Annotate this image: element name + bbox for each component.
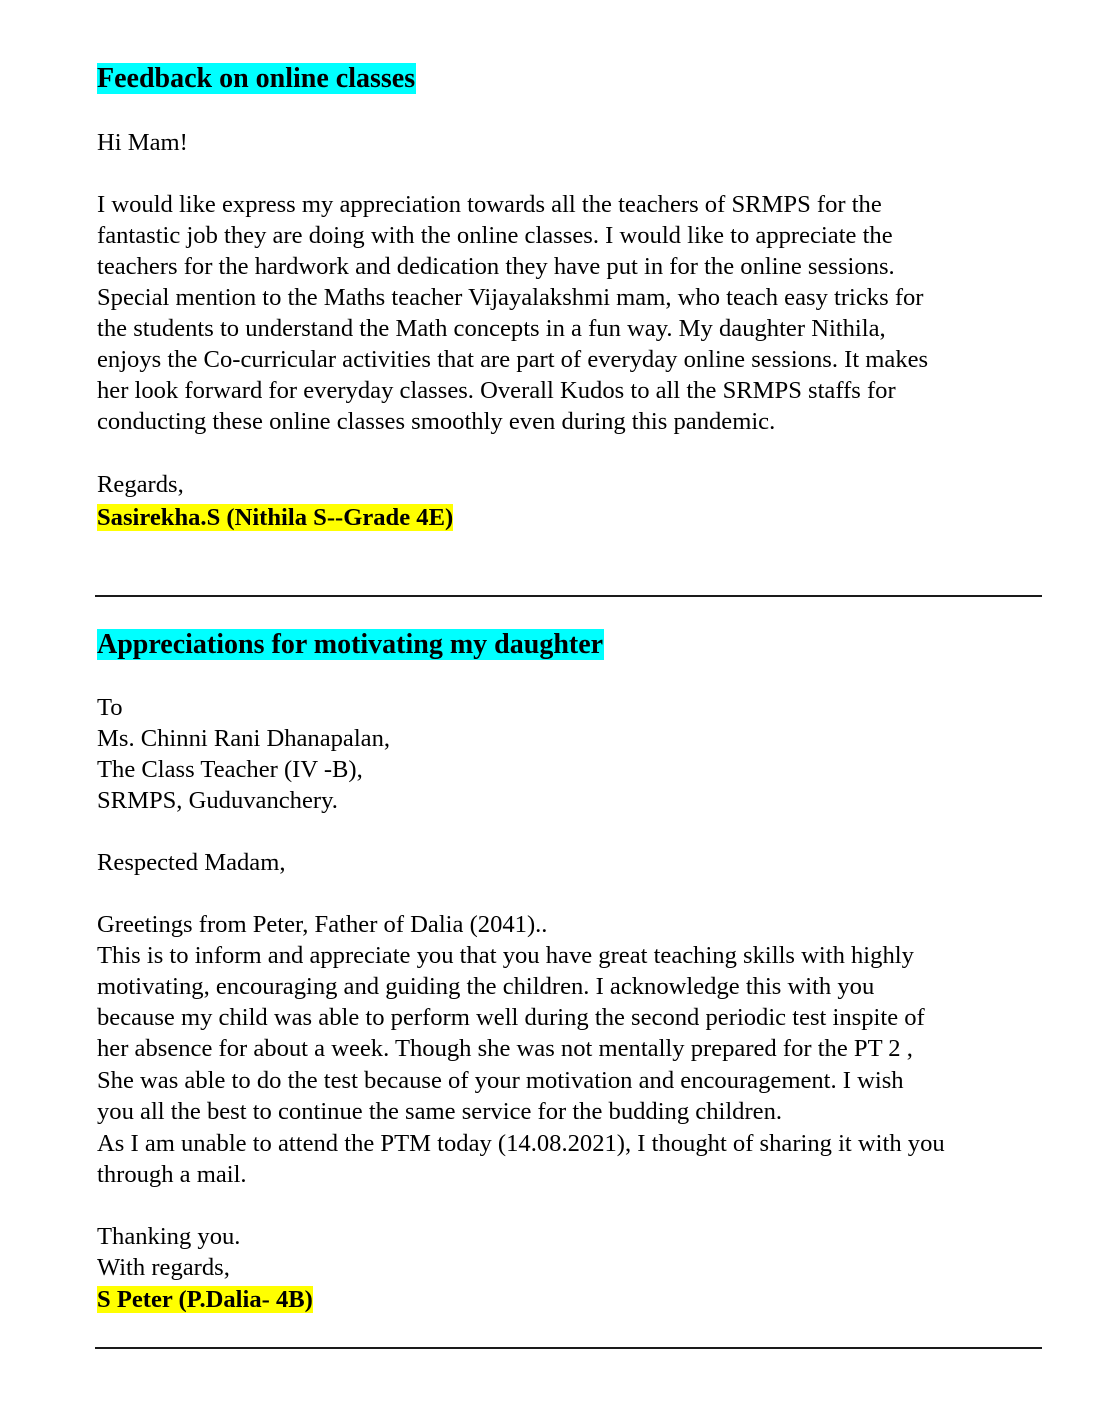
address-line: To: [97, 694, 123, 721]
body-line: Special mention to the Maths teacher Vijayalakshmi mam, who teach easy tricks for: [97, 284, 924, 311]
signature: [97, 502, 453, 533]
body-line: fantastic job they are doing with the online classes. I would like to appreciate the: [97, 222, 893, 249]
body-line: her absence for about a week. Though she was not mentally prepared for the PT 2 ,: [97, 1035, 913, 1062]
section-heading: [97, 61, 416, 97]
body-line: She was able to do the test because of your motivation and encouragement. I wish: [97, 1067, 904, 1094]
signature: [97, 1284, 313, 1315]
section-heading: [97, 627, 604, 663]
body-line: the students to understand the Math concepts in a fun way. My daughter Nithila,: [97, 315, 886, 342]
body-line: conducting these online classes smoothly even during this pandemic.: [97, 408, 776, 435]
signature-text: S Peter (P.Dalia- 4B): [97, 1286, 313, 1313]
section-divider: [95, 595, 1042, 597]
body-line: This is to inform and appreciate you that you have great teaching skills with highly: [97, 942, 914, 969]
heading-text: Feedback on online classes: [97, 63, 416, 94]
closing-line: With regards,: [97, 1254, 230, 1281]
body-line: Greetings from Peter, Father of Dalia (2041)..: [97, 911, 548, 938]
closing: Regards,: [97, 471, 184, 498]
body-line: you all the best to continue the same service for the budding children.: [97, 1098, 783, 1125]
body-line: her look forward for everyday classes. Overall Kudos to all the SRMPS staffs for: [97, 377, 896, 404]
body-line: enjoys the Co-curricular activities that are part of everyday online sessions. It makes: [97, 346, 929, 373]
body-line: teachers for the hardwork and dedication they have put in for the online sessions.: [97, 253, 895, 280]
address-line: Ms. Chinni Rani Dhanapalan,: [97, 725, 391, 752]
body-line: because my child was able to perform well during the second periodic test inspite of: [97, 1004, 925, 1031]
body-line: motivating, encouraging and guiding the children. I acknowledge this with you: [97, 973, 875, 1000]
address-line: The Class Teacher (IV -B),: [97, 756, 363, 783]
salutation: Respected Madam,: [97, 849, 286, 876]
section-divider: [95, 1347, 1042, 1349]
body-line: I would like express my appreciation towards all the teachers of SRMPS for the: [97, 191, 882, 218]
address-line: SRMPS, Guduvanchery.: [97, 787, 338, 814]
body-line: through a mail.: [97, 1161, 247, 1188]
signature-text: Sasirekha.S (Nithila S--Grade 4E): [97, 504, 454, 531]
greeting: Hi Mam!: [97, 129, 188, 156]
body-line: As I am unable to attend the PTM today (14.08.2021), I thought of sharing it with you: [97, 1130, 945, 1157]
closing-line: Thanking you.: [97, 1223, 241, 1250]
heading-text: Appreciations for motivating my daughter: [97, 629, 604, 660]
